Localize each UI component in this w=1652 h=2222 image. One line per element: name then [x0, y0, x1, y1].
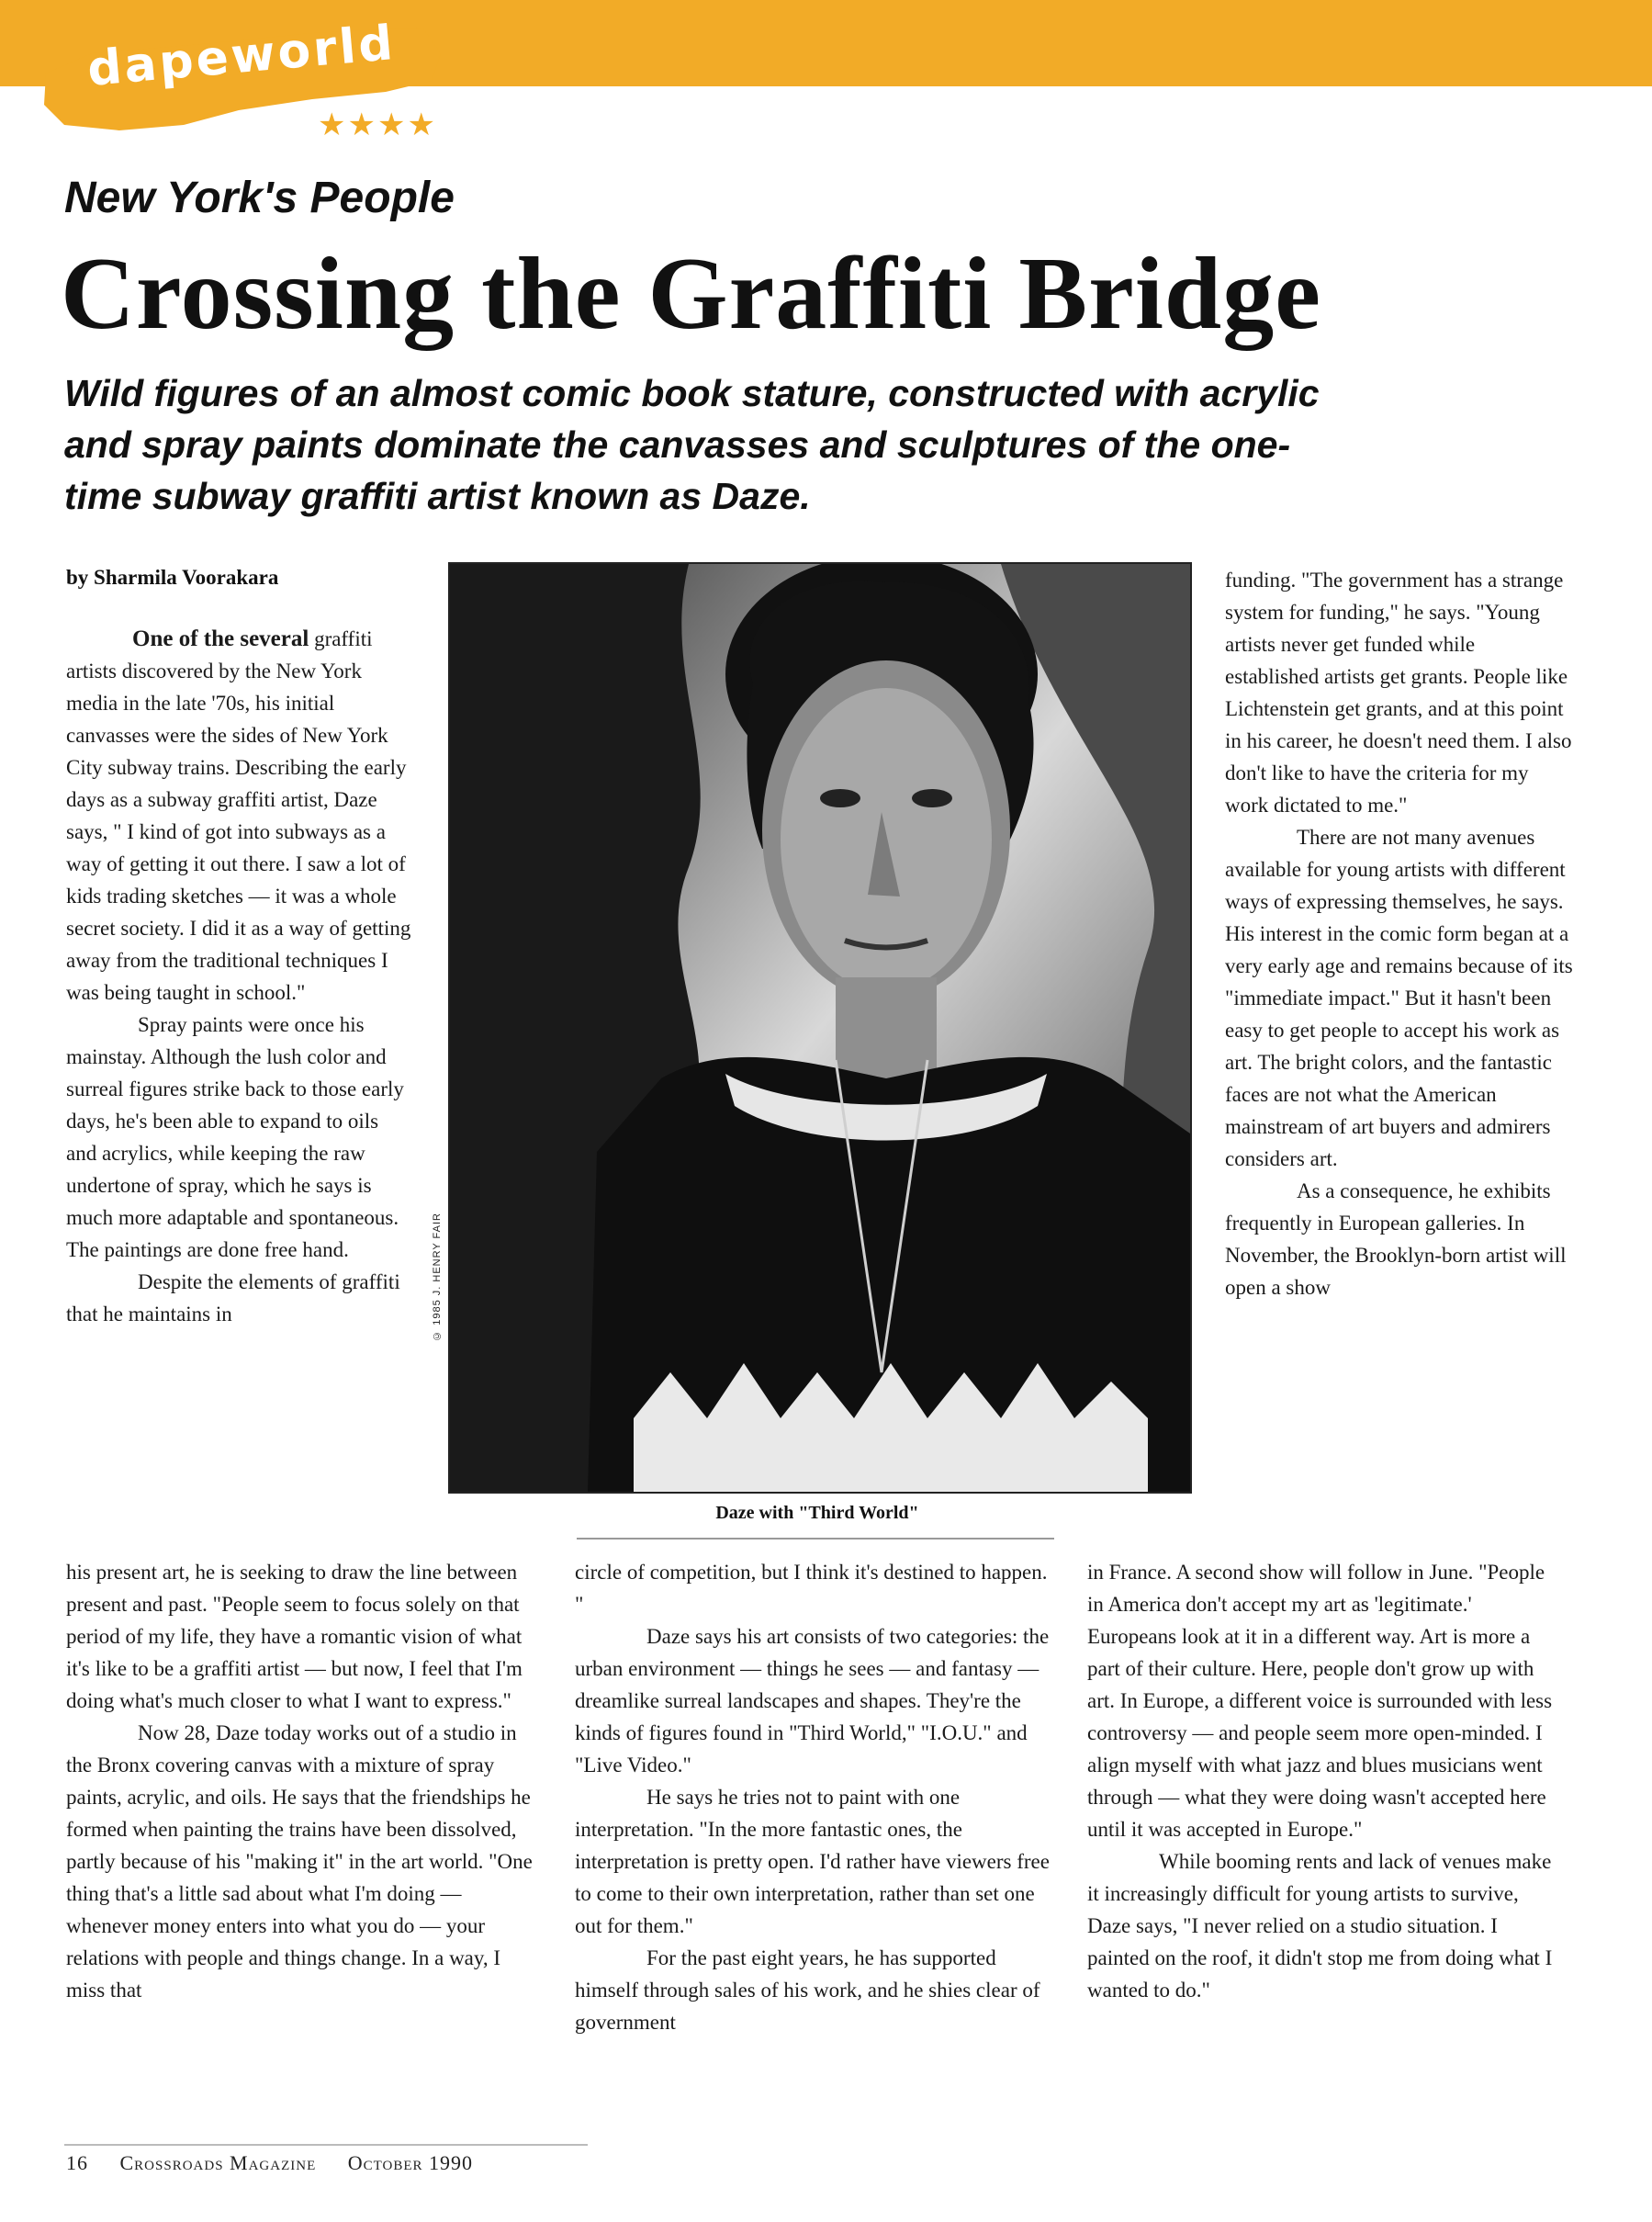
paragraph: As a consequence, he exhibits frequently in European galleries. In November, the Brooklyn-born artist will open a show — [1225, 1179, 1567, 1299]
section-kicker: New York's People — [64, 174, 455, 222]
page-number: 16 — [66, 2151, 88, 2174]
photo-credit: © 1985 J. HENRY FAIR — [432, 1213, 443, 1341]
column-3-upper — [1225, 564, 1574, 1303]
photo-caption: Daze with "Third World" — [715, 1503, 919, 1523]
column-2 — [575, 1556, 1052, 2038]
paragraph: circle of competition, but I think it's destined to happen. " — [575, 1561, 1048, 1616]
lead-in: One of the several — [132, 626, 309, 651]
footer-rule — [64, 2144, 588, 2146]
column-1-upper — [66, 623, 411, 1330]
paragraph: He says he tries not to paint with one interpretation. "In the more fantastic ones, the interpretation is pretty open. I'd rather have viewers free to come to their own interpretation, rather than set one out for them." — [575, 1786, 1050, 1937]
paragraph: Spray paints were once his mainstay. Although the lush color and surreal figures strike back to those early days, he's been able to expand to oils and acrylics, while keeping the raw undertone of spray, which he says is much more adaptable and spontaneous. The paintings are done free hand. — [66, 1013, 404, 1261]
logo-text: dapeworld — [84, 15, 398, 97]
article-deck: Wild figures of an almost comic book stature, constructed with acrylic and spray paints dominate the canvasses and sculptures of the one-time subway graffiti artist known as Daze. — [64, 372, 1320, 517]
paragraph: There are not many avenues available for young artists with different ways of expressing themselves, he says. His interest in the comic form began at a very early age and remains because of its "immediate impact." But it hasn't been easy to get people to accept his work as art. The bright colors, and the fantastic faces are not what the American mainstream of art buyers and admirers considers art. — [1225, 826, 1573, 1170]
paragraph: in France. A second show will follow in June. "People in America don't accept my art as 'legitimate.' Europeans look at it in a different way. Art is more a part of their culture. Here, people don't grow up with art. In Europe, a different voice is surrounded with less controversy — and people seem more open-minded. I align myself with what jazz and blues musicians went through — what they were doing wasn't accepted here until it was accepted in Europe." — [1087, 1561, 1553, 1841]
paragraph: While booming rents and lack of venues make it increasingly difficult for young artists to survive, Daze says, "I never relied on a studio situation. I painted on the roof, it didn't stop me from doing what I wanted to do." — [1087, 1850, 1553, 2002]
paragraph: Despite the elements of graffiti that he maintains in — [66, 1270, 400, 1325]
caption-divider — [577, 1538, 1054, 1540]
magazine-name: Crossroads Magazine — [119, 2151, 317, 2174]
paragraph: funding. "The government has a strange system for funding," he says. "Young artists never get funded while established artists get grants. People like Lichtenstein get grants, and at this point in his career, he doesn't need them. I also don't like to have the criteria for my work dictated to me." — [1225, 569, 1572, 817]
paragraph-text: graffiti artists discovered by the New York media in the late '70s, his initial canvasses were the sides of New York City subway trains. Describing the early days as a subway graffiti artist, Daze says, " I kind of got into subways as a way of getting it out there. I saw a lot of kids trading sketches — it was a whole secret society. I did it as a way of getting away from the traditional techniques I was being taught in school." — [66, 627, 411, 1004]
rating-stars: ★★★★ — [318, 107, 437, 143]
paragraph — [66, 623, 411, 1009]
article-photo[interactable] — [448, 562, 1192, 1494]
page-footer — [66, 2151, 499, 2175]
paragraph: Daze says his art consists of two categories: the urban environment — things he sees — and fantasy — dreamlike surreal landscapes and shapes. They're the kinds of figures found in "Third World," "I.O.U." and "Live Video." — [575, 1625, 1050, 1776]
byline: by Sharmila Voorakara — [66, 566, 279, 589]
article-headline: Crossing the Graffiti Bridge — [61, 237, 1321, 351]
issue-date: October 1990 — [347, 2151, 474, 2174]
paragraph: Now 28, Daze today works out of a studio in the Bronx covering canvas with a mixture of spray paints, acrylic, and oils. He says that the friendships he formed when painting the trains have been dissolved, partly because of his "making it" in the art world. "One thing that's a little sad about what I'm doing — whenever money enters into what you do — your relations with people and things change. In a way, I miss that — [66, 1721, 533, 2002]
paragraph: For the past eight years, he has supported himself through sales of his work, and he shies clear of government — [575, 1946, 1040, 2034]
column-1-lower — [66, 1556, 534, 2006]
paragraph: his present art, he is seeking to draw the line between present and past. "People seem to focus solely on that period of my life, they have a romantic vision of what it's like to be a graffiti artist — but now, I feel that I'm doing what's much closer to what I want to express." — [66, 1561, 523, 1712]
column-3-lower — [1087, 1556, 1565, 2006]
portrait-illustration — [450, 564, 1190, 1492]
